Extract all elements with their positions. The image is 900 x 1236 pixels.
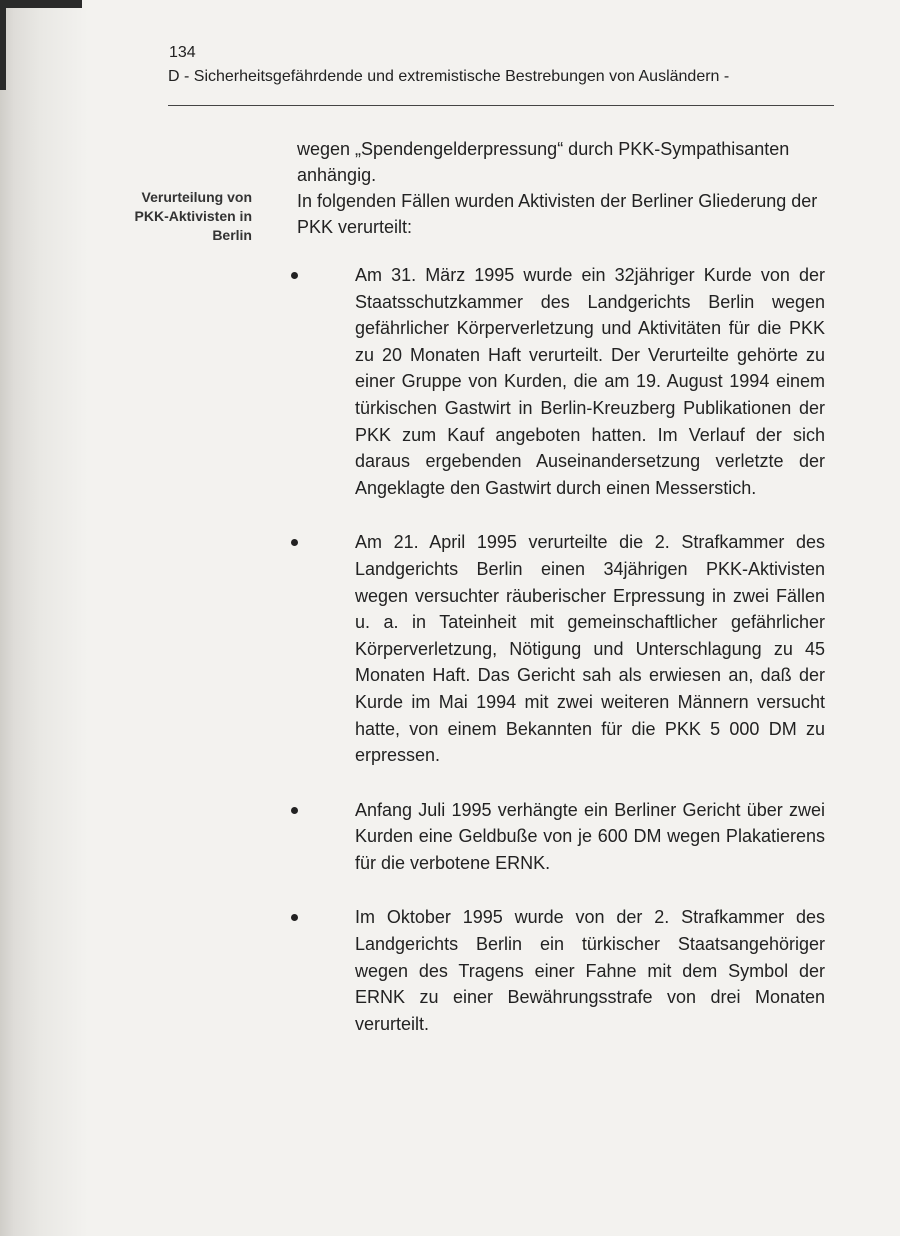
bullet-icon [291, 914, 298, 921]
case-text: Im Oktober 1995 wurde von der 2. Strafkammer des Landgerichts Berlin ein türkischer Staatsangehöriger wegen des Tragens einer Fahne mit dem Symbol der ERNK zu einer Bewährungsstrafe von drei Monaten verurteilt. [355, 907, 825, 1034]
case-text: Anfang Juli 1995 verhängte ein Berliner Gericht über zwei Kurden eine Geldbuße von je 600 DM wegen Plakatierens für die verbotene ERNK. [355, 799, 825, 873]
case-item [297, 262, 825, 501]
running-header: D - Sicherheitsgefährdende und extremistische Bestrebungen von Ausländern - [168, 68, 730, 85]
bullet-icon [291, 539, 298, 546]
scan-corner-mark [0, 0, 82, 12]
case-text: Am 21. April 1995 verurteilte die 2. Strafkammer des Landgerichts Berlin einen 34jährigen PKK-Aktivisten wegen versuchter räuberischer Erpressung in zwei Fällen u. a. in Tateinheit mit gemeinschaftlicher gefährlicher Körperverletzung, Nötigung und Unterschlagung zu 45 Monaten Haft. Das Gericht sah als erwiesen an, daß der Kurde im Mai 1994 mit zwei weiteren Männern versucht hatte, von einem Bekannten für die PKK 5 000 DM zu erpressen. [355, 532, 825, 766]
intro-paragraphs [297, 136, 837, 240]
header-divider [168, 105, 834, 106]
main-text [297, 136, 837, 1037]
case-item [297, 529, 825, 768]
case-item [297, 904, 825, 1037]
bullet-icon [291, 807, 298, 814]
case-text: Am 31. März 1995 wurde ein 32jähriger Kurde von der Staatsschutzkammer des Landgerichts Berlin wegen gefährlicher Körperverletzung und Aktivitäten für die PKK zu 20 Monaten Haft verurteilt. Der Verurteilte gehörte zu einer Gruppe von Kurden, die am 19. August 1994 einem türkischen Gastwirt in Berlin-Kreuzberg Publikationen der PKK zum Kauf angeboten hatten. Im Verlauf der sich daraus ergebenden Auseinandersetzung verletzte der Angeklagte den Gastwirt durch einen Messerstich. [355, 265, 825, 498]
case-list [297, 262, 837, 1037]
scan-corner-mark-vertical [0, 0, 6, 90]
bullet-icon [291, 272, 298, 279]
margin-note: Verurteilung von PKK-Aktivisten in Berlin [134, 189, 252, 243]
case-item [297, 797, 825, 877]
continuation-paragraph: wegen „Spendengelderpressung“ durch PKK-Sympathisanten anhängig. [297, 139, 790, 185]
page-number: 134 [169, 44, 196, 61]
page-edge-shading [0, 0, 88, 1236]
lead-paragraph: In folgenden Fällen wurden Aktivisten der Berliner Gliederung der PKK verurteilt: [297, 191, 818, 237]
